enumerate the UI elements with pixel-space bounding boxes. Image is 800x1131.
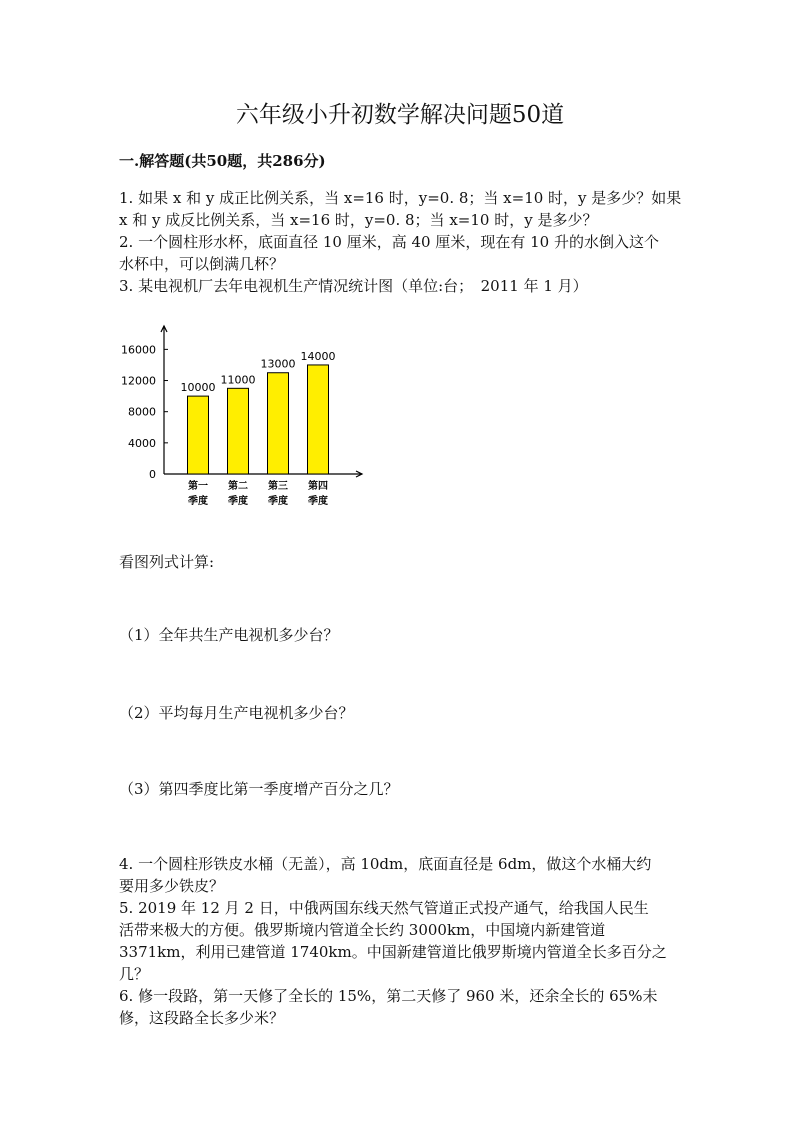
question-2-line-2: 水杯中，可以倒满几杯？	[119, 255, 285, 273]
question-6-line-2: 修，这段路全长多少米？	[119, 1009, 285, 1027]
bar-data-label: 10000	[180, 381, 216, 395]
category-label: 第二	[228, 481, 248, 492]
question-4-line-1: 4. 一个圆柱形铁皮水桶（无盖），高 10dm，底面直径是 6dm，做这个水桶大约	[119, 855, 652, 873]
page-title: 六年级小升初数学解决问题50道	[235, 102, 565, 128]
question-2-line-1: 2. 一个圆柱形水杯，底面直径 10 厘米，高 40 厘米，现在有 10 升的水倒入这个	[119, 233, 659, 251]
bar-chart	[100, 318, 380, 518]
category-label: 季度	[268, 496, 288, 507]
y-tick-label: 12000	[121, 374, 156, 388]
bar-data-label: 11000	[220, 373, 256, 387]
bar	[308, 365, 329, 474]
y-tick-label: 4000	[128, 436, 156, 450]
question-6-line-1: 6. 修一段路，第一天修了全长的 15%，第二天修了 960 米，还余全长的 65%未	[119, 987, 658, 1005]
question-5-line-1: 5. 2019 年 12 月 2 日，中俄两国东线天然气管道正式投产通气，给我国人民生	[119, 899, 649, 917]
question-1-line-1: 1. 如果 x 和 y 成正比例关系，当 x=16 时，y=0. 8；当 x=10 时，y 是多少？如果	[119, 189, 682, 207]
category-label: 季度	[188, 496, 208, 507]
question-1-line-2: x 和 y 成反比例关系，当 x=16 时，y=0. 8；当 x=10 时，y 是多少？	[119, 211, 598, 229]
question-3-sub-1: （1）全年共生产电视机多少台？	[119, 626, 339, 644]
question-5-line-3: 3371km，利用已建管道 1740km。中国新建管道比俄罗斯境内管道全长多百分之	[119, 943, 667, 961]
category-label: 季度	[228, 496, 248, 507]
bar	[268, 373, 289, 474]
y-tick-label: 16000	[121, 343, 156, 357]
y-tick-label: 8000	[128, 405, 156, 419]
category-label: 第四	[308, 481, 328, 492]
bar-data-label: 13000	[260, 357, 296, 371]
question-5-line-2: 活带来极大的方便。俄罗斯境内管道全长约 3000km，中国境内新建管道	[119, 921, 606, 939]
category-label: 第一	[188, 481, 208, 492]
question-3: 3. 某电视机厂去年电视机生产情况统计图（单位:台； 2011 年 1 月）	[119, 277, 588, 295]
category-label: 第三	[268, 481, 288, 492]
bar	[228, 388, 249, 474]
question-3-sub-2: （2）平均每月生产电视机多少台？	[119, 704, 354, 722]
category-label: 季度	[308, 496, 328, 507]
question-4-line-2: 要用多少铁皮？	[119, 877, 225, 895]
bar	[188, 396, 209, 474]
question-5-line-4: 几？	[119, 965, 150, 983]
y-tick-label: 0	[149, 468, 156, 481]
bar-data-label: 14000	[300, 349, 336, 363]
question-3-prompt: 看图列式计算:	[119, 553, 215, 571]
question-3-sub-3: （3）第四季度比第一季度增产百分之几？	[119, 780, 399, 798]
section-heading: 一.解答题(共50题，共286分)	[119, 152, 326, 170]
